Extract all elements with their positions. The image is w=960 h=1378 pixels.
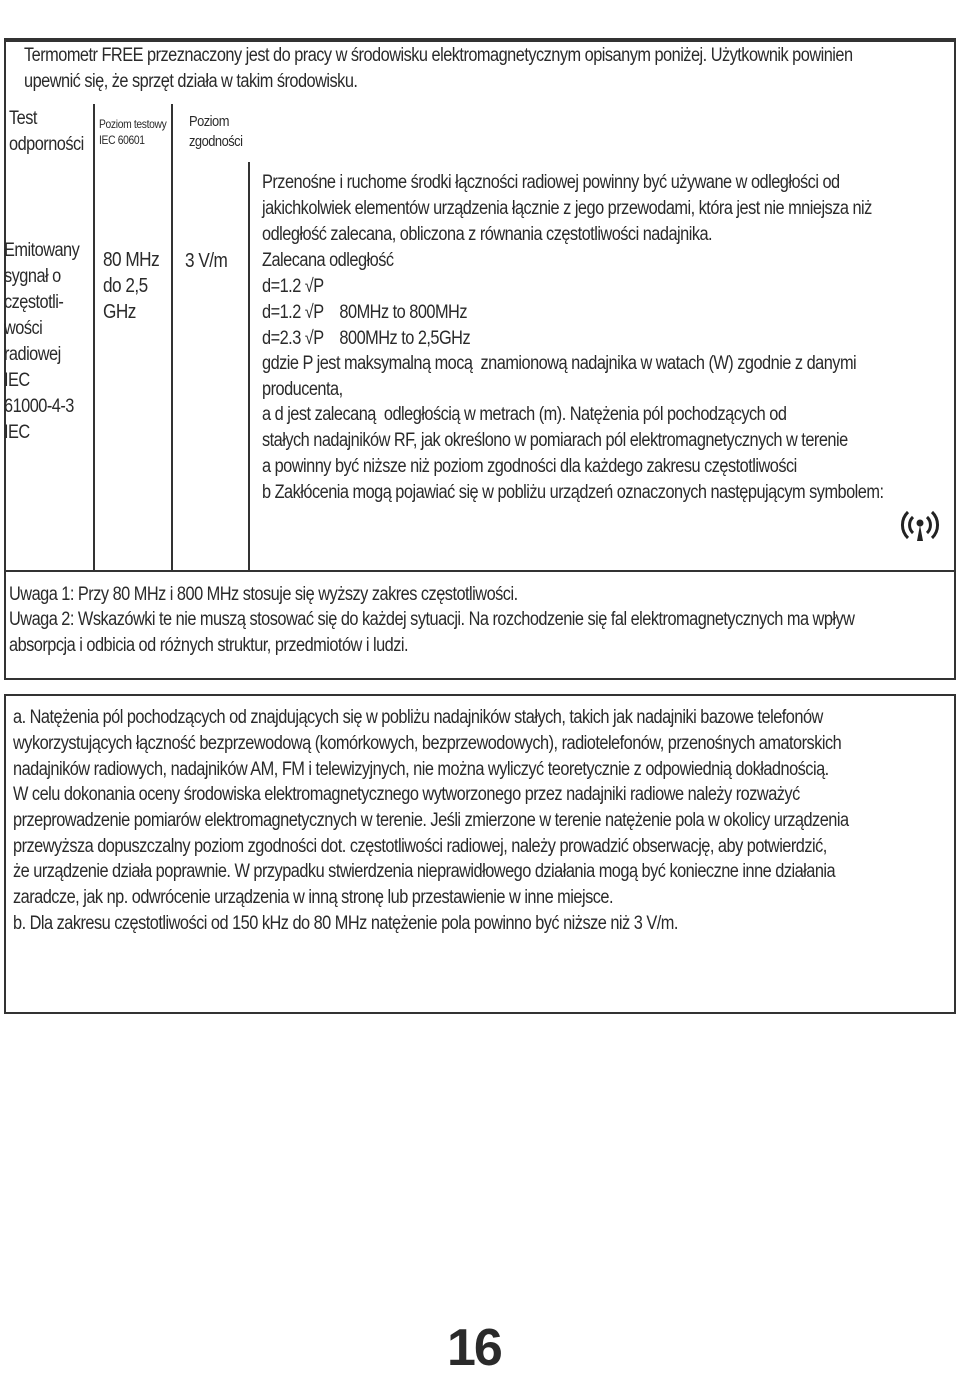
guidance-line: jakichkolwiek elementów urządzenia łącznie z jego przewodami, która jest nie mniejsza niż	[262, 198, 872, 219]
footnote-line: przewyższa dopuszczalny poziom zgodności dot. częstotliwości radiowej, należy prowadzić obserwację, aby potwierdzić,	[13, 836, 827, 857]
guidance-line: producenta,	[262, 379, 343, 400]
footnote-line: zaradcze, jak np. odwrócenie urządzenia w inną stronę lub przestawienie w inne miejsce.	[13, 887, 613, 908]
footnote-line: wykorzystujących łączność bezprzewodową (komórkowych, bezprzewodowych), radiotelefonów, przenośnych amatorskich	[13, 733, 842, 754]
page-number: 16	[447, 1319, 501, 1377]
guidance-line: a d jest zalecaną odległością w metrach (m). Natężenia pól pochodzących od	[262, 404, 787, 425]
test-level-line: do 2,5	[103, 275, 148, 297]
notes-divider	[4, 570, 956, 572]
note-line: absorpcja i odbicia od różnych struktur, przedmiotów i ludzi.	[9, 635, 409, 656]
guidance-line: b Zakłócenia mogą pojawiać się w pobliżu urządzeń oznaczonych następującym symbolem:	[262, 482, 884, 503]
intro-line: Termometr FREE przeznaczony jest do pracy w środowisku elektromagnetycznym opisanym poniżej. Użytkownik powinien	[24, 45, 853, 66]
test-name-line: Emitowany	[4, 240, 80, 261]
guidance-line: Przenośne i ruchome środki łączności radiowej powinny być używane w odległości od	[262, 172, 840, 193]
footnote-line: W celu dokonania oceny środowiska elektromagnetycznego wytworzonego przez nadajniki radiowe należy rozważyć	[13, 784, 800, 805]
header-test: Test	[9, 108, 37, 129]
test-name-line: sygnał o	[4, 266, 61, 287]
guidance-line: d=1.2 √P 80MHz to 800MHz	[262, 302, 468, 323]
test-level-line: GHz	[103, 301, 136, 323]
column-divider-3	[248, 162, 250, 572]
header-test: odporności	[9, 134, 84, 155]
guidance-line: gdzie P jest maksymalną mocą znamionową nadajnika w watach (W) zgodnie z danymi	[262, 353, 857, 374]
test-name-line: 61000-4-3	[4, 396, 74, 417]
header-test-level: IEC 60601	[99, 133, 145, 147]
guidance-line: stałych nadajników RF, jak określono w pomiarach pól elektromagnetycznych w terenie	[262, 430, 848, 451]
column-divider-2	[171, 104, 173, 572]
footnote-line: a. Natężenia pól pochodzących od znajdujących się w pobliżu nadajników stałych, takich jak nadajniki bazowe telefonów	[13, 707, 823, 728]
header-divider	[4, 38, 956, 40]
header-test-level: Poziom testowy	[99, 117, 167, 131]
test-name-line: wości	[4, 318, 43, 339]
footnote-line: przeprowadzenie pomiarów elektromagnetycznych w terenie. Jeśli zmierzone w terenie natężenie pola w okolicy urządzenia	[13, 810, 849, 831]
header-compliance: zgodności	[189, 133, 243, 150]
guidance-line: d=1.2 √P	[262, 276, 324, 297]
footnote-line: że urządzenie działa poprawnie. W przypadku stwierdzenia nieprawidłowego działania mogą być konieczne inne działania	[13, 861, 836, 882]
compliance-value: 3 V/m	[185, 250, 228, 272]
test-name-line: IEC	[4, 422, 30, 443]
test-level-line: 80 MHz	[103, 249, 160, 271]
test-name-line: radiowej	[4, 344, 61, 365]
guidance-line: Zalecana odległość	[262, 250, 394, 271]
test-name-line: częstotli-	[4, 292, 64, 313]
guidance-line: odległość zalecana, obliczona z równania częstotliwości nadajnika.	[262, 224, 713, 245]
note-line: Uwaga 2: Wskazówki te nie muszą stosować się do każdej sytuacji. Na rozchodzenie się fal elektromagnetycznych ma wpływ	[9, 609, 855, 630]
radio-transmitter-icon	[900, 508, 940, 542]
guidance-line: d=2.3 √P 800MHz to 2,5GHz	[262, 328, 471, 349]
footnote-line: b. Dla zakresu częstotliwości od 150 kHz do 80 MHz natężenie pola powinno być niższe niż 3 V/m.	[13, 913, 678, 934]
intro-line: upewnić się, że sprzęt działa w takim środowisku.	[24, 71, 358, 92]
column-divider-1	[93, 104, 95, 572]
note-line: Uwaga 1: Przy 80 MHz i 800 MHz stosuje się wyższy zakres częstotliwości.	[9, 584, 518, 605]
test-name-line: IEC	[4, 370, 30, 391]
guidance-line: a powinny być niższe niż poziom zgodności dla każdego zakresu częstotliwości	[262, 456, 797, 477]
header-compliance: Poziom	[189, 113, 229, 130]
footnote-line: nadajników radiowych, nadajników AM, FM i telewizyjnych, nie można wyliczyć teoretycznie z odpowiednią dokładnością.	[13, 759, 829, 780]
